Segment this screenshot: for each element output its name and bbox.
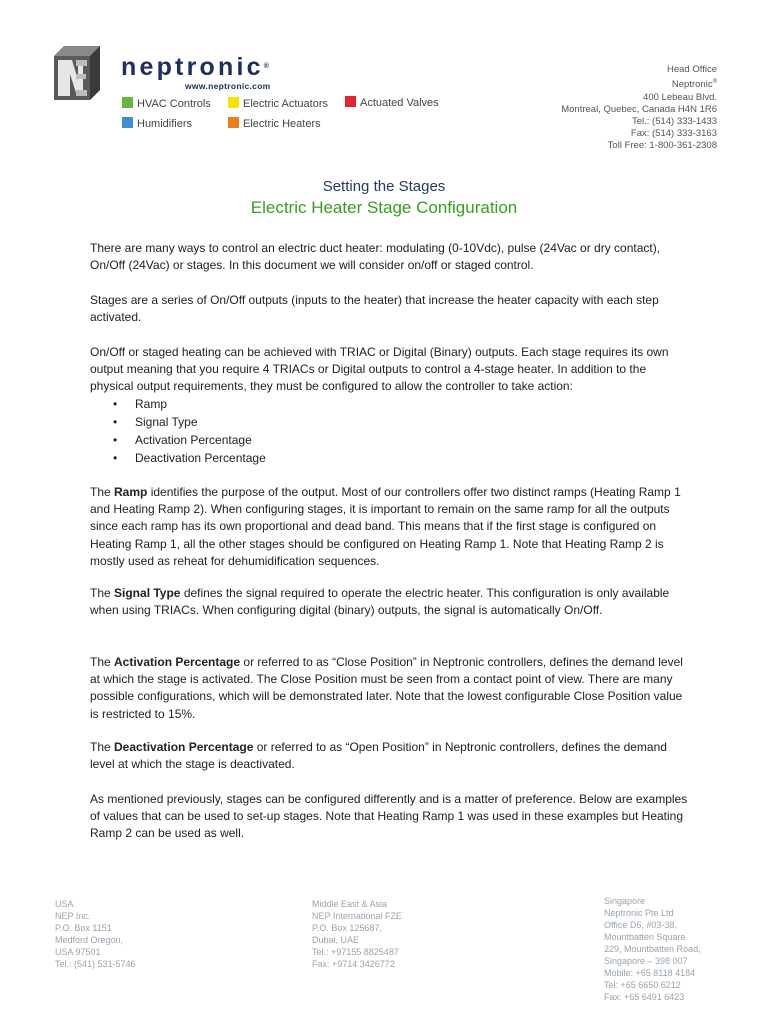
footer-line: Office D6, #03-38, xyxy=(604,920,677,930)
head-office-tel: Tel.: (514) 333-1433 xyxy=(631,115,717,127)
footer-line: NEP Inc. xyxy=(55,911,91,921)
electric-actuators-color-swatch xyxy=(228,97,239,108)
product-electric-heaters xyxy=(228,117,321,131)
paragraph-deactivation: The Deactivation Percentage or referred to as “Open Position” in Neptronic controllers, defines the demand level at which the stage is deactivated. xyxy=(90,740,667,772)
footer-line: Medford Oregon, xyxy=(55,935,124,945)
brand-url: www.neptronic.com xyxy=(185,81,271,91)
humidifiers-color-swatch xyxy=(122,117,133,128)
list-item: • Deactivation Percentage xyxy=(113,449,266,467)
footer-line: Tel.: (541) 531-5746 xyxy=(55,959,136,969)
head-office-city: Montreal, Quebec, Canada H4N 1R6 xyxy=(561,103,717,115)
footer-line: Middle East & Asia xyxy=(312,899,388,909)
term-deactivation-percentage: Deactivation Percentage xyxy=(114,740,254,754)
paragraph-examples: As mentioned previously, stages can be configured differently and is a matter of preference. Below are examples of values that can be used to set-up stages. Note that Heating Ramp 1 was used in these examples but Heating Ramp 2 can be used as well. xyxy=(90,792,688,841)
footer-line: Fax: +9714 3426772 xyxy=(312,959,395,969)
actuated-valves-color-swatch xyxy=(345,96,356,107)
term-signal-type: Signal Type xyxy=(114,586,181,600)
footer-line: P.O. Box 125687, xyxy=(312,923,382,933)
list-item: • Activation Percentage xyxy=(113,431,266,449)
paragraph-intro: There are many ways to control an electric duct heater: modulating (0-10Vdc), pulse (24Vac or dry contact), On/Off (24Vac) or stages. In this document we will consider on/off or staged control. xyxy=(90,241,661,273)
product-label: Actuated Valves xyxy=(360,97,439,109)
footer-middle-east-office xyxy=(312,898,402,970)
term-ramp: Ramp xyxy=(114,485,148,499)
footer-line: Dubai, UAE xyxy=(312,935,360,945)
company-trademark: ® xyxy=(712,79,717,86)
footer-line: P.O. Box 1151 xyxy=(55,923,112,933)
footer-line: Neptronic Pte Ltd xyxy=(604,908,674,918)
footer-line: Tel: +65 6650 6212 xyxy=(604,980,681,990)
footer-line: Fax: +65 6491 6423 xyxy=(604,992,685,1002)
product-humidifiers xyxy=(122,117,192,131)
footer-line: Singapore – 398 007 xyxy=(604,956,688,966)
head-office-street: 400 Lebeau Blvd. xyxy=(643,91,717,103)
footer-line: NEP International FZE xyxy=(312,911,402,921)
head-office-address xyxy=(561,64,717,153)
head-office-fax: Fax: (514) 333-3163 xyxy=(630,128,717,140)
footer-line: Mobile: +65 8118 4184 xyxy=(604,968,696,978)
head-office-tollfree: Toll Free: 1-800-361-2308 xyxy=(607,140,717,152)
neptronic-logo-icon xyxy=(54,46,100,100)
paragraph-signal-type: The Signal Type defines the signal required to operate the electric heater. This configuration is only available when using TRIACs. When configuring digital (binary) outputs, the signal is automatically On/Off. xyxy=(90,586,670,618)
footer-line: USA xyxy=(55,899,74,909)
footer-line: Singapore xyxy=(604,896,646,906)
product-label: Electric Actuators xyxy=(243,98,328,110)
document-subtitle: Electric Heater Stage Configuration xyxy=(250,198,518,217)
footer-line: Tel.: +97155 8825487 xyxy=(312,947,399,957)
head-office-title: Head Office xyxy=(667,64,717,75)
list-item: • Ramp xyxy=(113,395,266,413)
product-electric-actuators xyxy=(228,97,328,111)
electric-heaters-color-swatch xyxy=(228,117,239,128)
hvac-controls-color-swatch xyxy=(122,97,133,108)
term-activation-percentage: Activation Percentage xyxy=(114,655,241,669)
paragraph-activation: The Activation Percentage or referred to as “Close Position” in Neptronic controllers, defines the demand level at which the stage is activated. The Close Position must be seen from a contact point of view. There are many possible configurations, which will be demonstrated later. Note that the lowest configurable Close Position value is restricted to 15%. xyxy=(90,655,683,721)
footer-singapore-office xyxy=(604,895,701,1003)
product-hvac-controls xyxy=(122,97,211,111)
product-label: Humidifiers xyxy=(137,118,193,130)
product-label: HVAC Controls xyxy=(137,98,211,110)
paragraph-ramp: The Ramp identifies the purpose of the output. Most of our controllers offer two distinct ramps (Heating Ramp 1 and Heating Ramp 2). When configuring stages, it is important to remain on the same ramp for all the outputs since each ramp has its own proportional and dead band. This means that if the first stage is configured on Heating Ramp 1, all the other stages should be configured on Heating Ramp 1. Note that Heating Ramp 2 is mostly used as reheat for dehumidification sequences. xyxy=(90,485,681,568)
paragraph-requirements: On/Off or staged heating can be achieved with TRIAC or Digital (Binary) outputs. Each stage requires its own output meaning that you require 4 TRIACs or Digital outputs to control a 4-stage heater. In addition to the physical output requirements, they must be configured to allow the controller to take action: xyxy=(90,345,669,394)
paragraph-stages: Stages are a series of On/Off outputs (inputs to the heater) that increase the heater capacity with each step activated. xyxy=(90,293,659,325)
brand-trademark: ® xyxy=(263,63,269,70)
footer-line: USA 97501 xyxy=(55,947,101,957)
document-title: Setting the Stages xyxy=(322,178,446,195)
list-item: • Signal Type xyxy=(113,413,266,431)
footer-line: 229, Mountbatten Road, xyxy=(604,944,701,954)
product-actuated-valves xyxy=(345,96,439,110)
footer-line: Mountbatten Square xyxy=(604,932,686,942)
footer-usa-office xyxy=(55,898,136,970)
brand-name: neptronic® xyxy=(121,53,269,81)
head-office-company: Neptronic® xyxy=(671,79,717,91)
configuration-list xyxy=(113,395,266,467)
product-label: Electric Heaters xyxy=(243,118,321,130)
